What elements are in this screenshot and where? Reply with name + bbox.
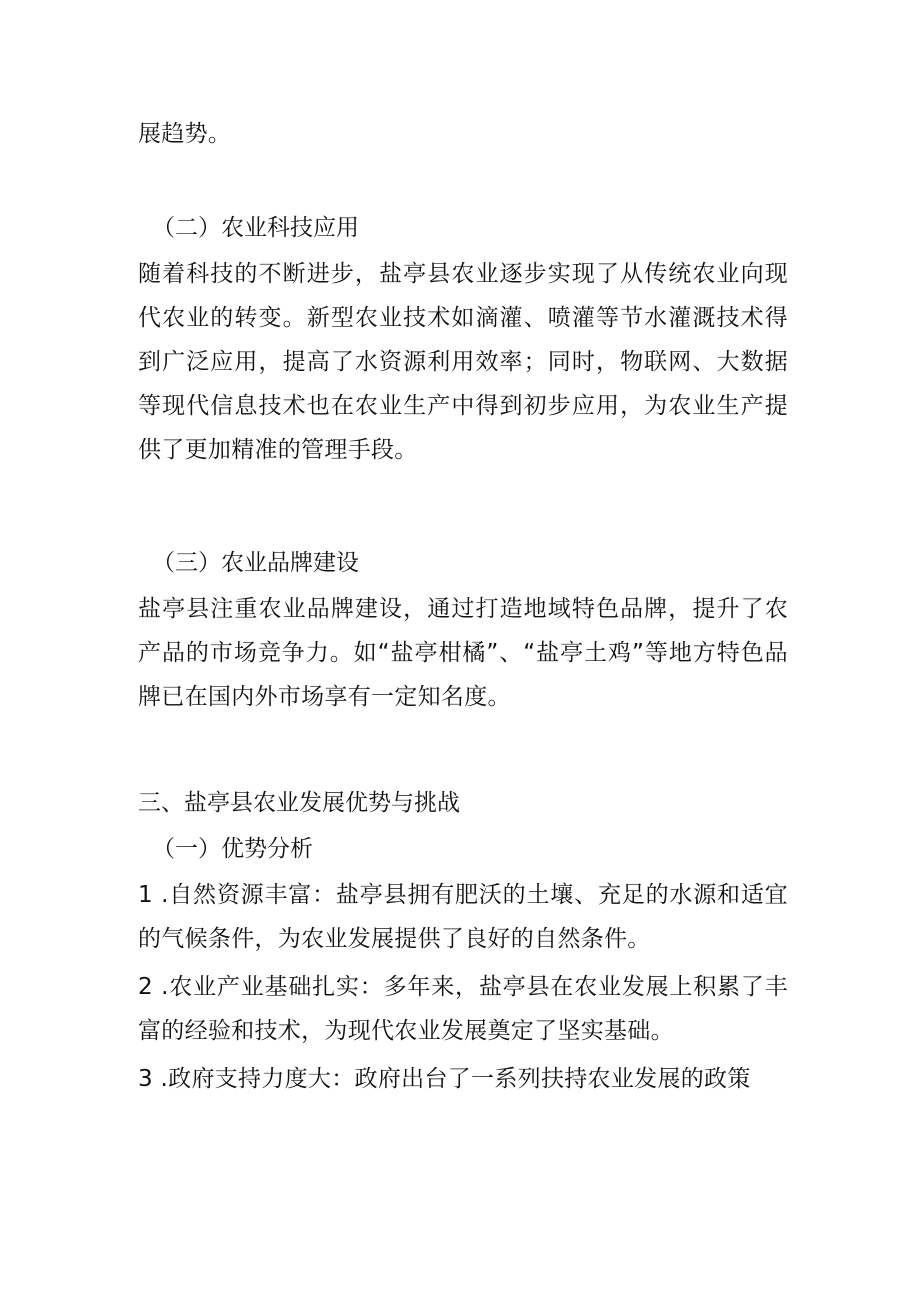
chapter-heading-advantages-challenges: 三、盐亭县农业发展优势与挑战: [138, 790, 460, 816]
section-heading-brand-building: （三）农业品牌建设: [152, 550, 359, 576]
continuation-text: 展趋势。: [138, 121, 232, 147]
list-item-natural-resources: 1 .自然资源丰富：盐亭县拥有肥沃的土壤、充足的水源和适宜的气候条件，为农业发展提供了良好的自然条件。: [138, 882, 788, 952]
section-heading-tech-application: （二）农业科技应用: [152, 215, 359, 241]
sub-heading-advantage-analysis: （一）优势分析: [152, 836, 313, 862]
paragraph-brand-building: 盐亭县注重农业品牌建设，通过打造地域特色品牌，提升了农产品的市场竞争力。如“盐亭柑橘”、“盐亭土鸡”等地方特色品牌已在国内外市场享有一定知名度。: [138, 596, 788, 710]
list-item-industrial-foundation: 2 .农业产业基础扎实：多年来，盐亭县在农业发展上积累了丰富的经验和技术，为现代农业发展奠定了坚实基础。: [138, 974, 788, 1044]
list-item-government-support: 3 .政府支持力度大：政府出台了一系列扶持农业发展的政策: [138, 1066, 751, 1092]
paragraph-tech-application: 随着科技的不断进步，盐亭县农业逐步实现了从传统农业向现代农业的转变。新型农业技术如滴灌、喷灌等节水灌溉技术得到广泛应用，提高了水资源利用效率；同时，物联网、大数据等现代信息技术也在农业生产中得到初步应用，为农业生产提供了更加精准的管理手段。: [138, 261, 788, 463]
